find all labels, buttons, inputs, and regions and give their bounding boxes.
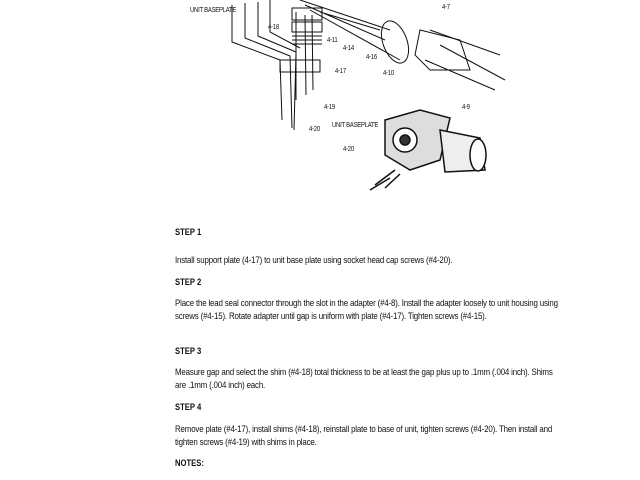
step-2-title: STEP 2 (175, 277, 202, 287)
step-4-text: Remove plate (#4-17), install shims (#4-18), reinstall plate to base of unit, tighten screws (#4-20). Then install and tighten screws (#4-19) with shims in place. (175, 424, 553, 447)
assembled-unit (370, 110, 486, 190)
exploded-assembly-diagram (0, 0, 640, 220)
label-4-20-bottom: 4-20 (343, 146, 354, 153)
label-4-19: 4-19 (324, 104, 335, 111)
step-1-text: Install support plate (4-17) to unit base plate using socket head cap screws (#4-20). (175, 255, 453, 265)
notes-title: NOTES: (175, 458, 204, 468)
label-4-16: 4-16 (366, 54, 377, 61)
label-4-7: 4-7 (442, 4, 450, 11)
label-unit-baseplate-top: UNIT BASEPLATE (190, 7, 237, 14)
label-4-20-top: 4-20 (309, 126, 320, 133)
step-4-title: STEP 4 (175, 402, 202, 412)
label-4-18: 4-18 (268, 24, 279, 31)
step-1-title: STEP 1 (175, 227, 202, 237)
label-4-17: 4-17 (335, 68, 346, 75)
label-unit-baseplate-bottom: UNIT BASEPLATE (332, 122, 379, 129)
step-2-text: Place the lead seal connector through the slot in the adapter (#4-8). Install the adapter loosely to unit housing using screws (#4-15). Rotate adapter until gap is uniform with plate (#4-17). Tighten screws (#4-15). (175, 298, 558, 321)
label-4-10: 4-10 (383, 70, 394, 77)
label-4-14: 4-14 (343, 45, 354, 52)
label-4-11: 4-11 (327, 37, 338, 44)
step-3-text: Measure gap and select the shim (#4-18) total thickness to be at least the gap plus up to .1mm (.004 inch). Shims are .1mm (.004 inch) each. (175, 367, 553, 390)
step-3-title: STEP 3 (175, 346, 202, 356)
label-4-9: 4-9 (462, 104, 470, 111)
